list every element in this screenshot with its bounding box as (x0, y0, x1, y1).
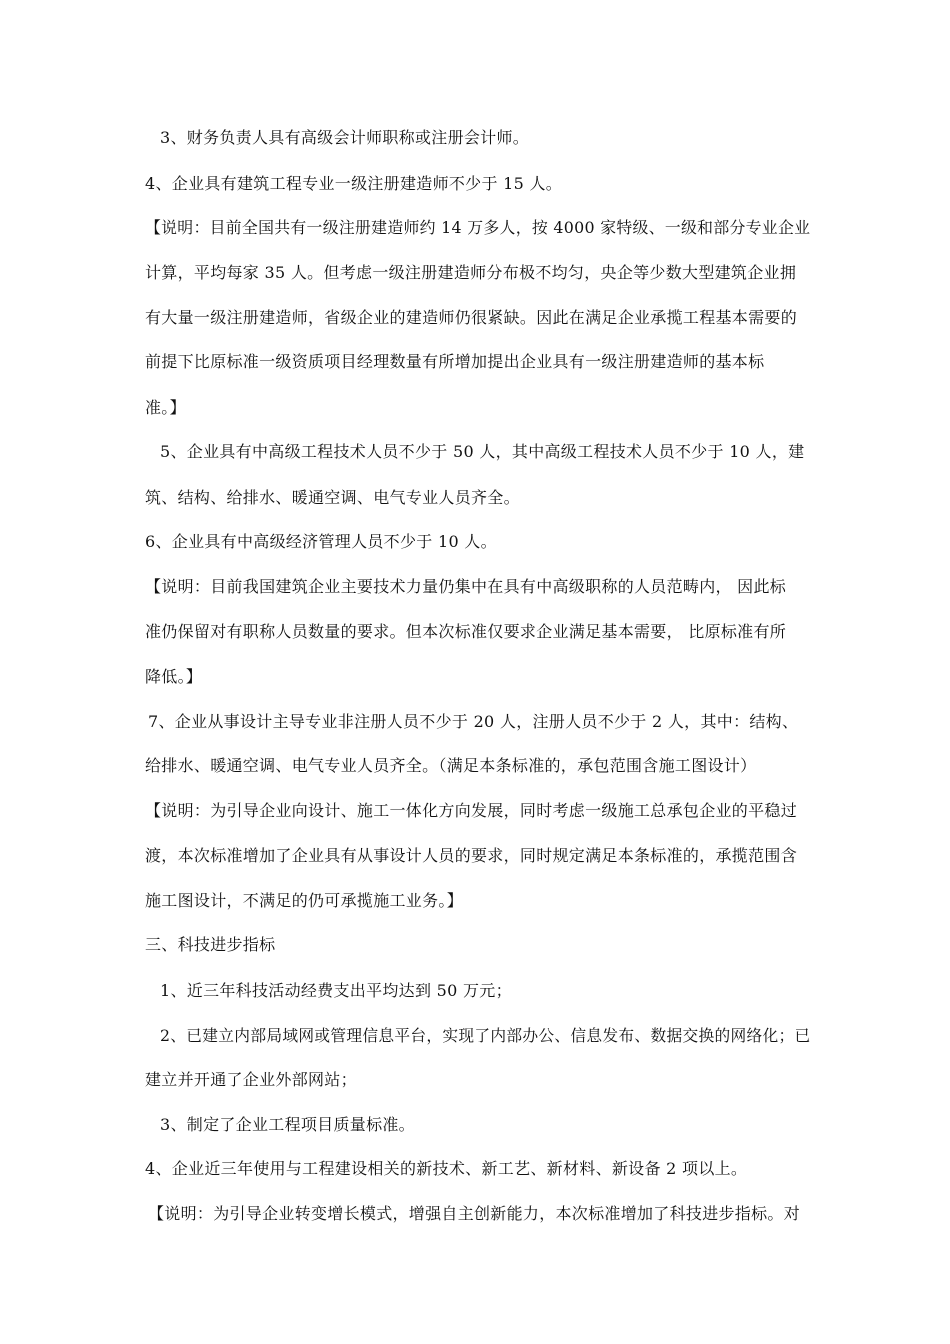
text-line: 计算，平均每家 35 人。但考虑一级注册建造师分布极不均匀，央企等少数大型建筑企业拥 (145, 263, 797, 282)
text-line: 4、企业具有建筑工程专业一级注册建造师不少于 15 人。 (145, 174, 563, 193)
text-line: 2、已建立内部局域网或管理信息平台，实现了内部办公、信息发布、数据交换的网络化；已 (160, 1026, 811, 1045)
text-line: 给排水、暖通空调、电气专业人员齐全。（满足本条标准的，承包范围含施工图设计） (145, 756, 757, 775)
text-line: 有大量一级注册建造师，省级企业的建造师仍很紧缺。因此在满足企业承揽工程基本需要的 (145, 308, 798, 327)
section-heading: 三、科技进步指标 (145, 935, 276, 954)
text-line: 准。】 (145, 398, 186, 417)
text-line: 准仍保留对有职称人员数量的要求。但本次标准仅要求企业满足基本需要， 比原标准有所 (145, 622, 787, 641)
text-line: 筑、结构、给排水、暖通空调、电气专业人员齐全。 (145, 488, 520, 507)
text-line: 1、近三年科技活动经费支出平均达到 50 万元； (160, 981, 512, 1000)
text-line: 渡，本次标准增加了企业具有从事设计人员的要求，同时规定满足本条标准的，承揽范围含 (145, 846, 798, 865)
text-line: 【说明：为引导企业向设计、施工一体化方向发展，同时考虑一级施工总承包企业的平稳过 (145, 801, 798, 820)
text-line: 5、企业具有中高级工程技术人员不少于 50 人，其中高级工程技术人员不少于 10 人，建 (160, 442, 805, 461)
text-line: 【说明：目前全国共有一级注册建造师约 14 万多人，按 4000 家特级、一级和部分专业企业 (145, 218, 811, 237)
text-line: 降低。】 (145, 667, 203, 686)
text-line: 6、企业具有中高级经济管理人员不少于 10 人。 (145, 532, 497, 551)
text-line: 3、财务负责人具有高级会计师职称或注册会计师。 (160, 128, 530, 147)
text-line: 【说明：目前我国建筑企业主要技术力量仍集中在具有中高级职称的人员范畴内， 因此标 (145, 577, 787, 596)
text-line: 7、企业从事设计主导专业非注册人员不少于 20 人，注册人员不少于 2 人，其中：结构、 (148, 712, 799, 731)
text-line: 前提下比原标准一级资质项目经理数量有所增加提出企业具有一级注册建造师的基本标 (145, 352, 765, 371)
text-line: 建立并开通了企业外部网站； (145, 1070, 357, 1089)
text-line: 【说明：为引导企业转变增长模式，增强自主创新能力，本次标准增加了科技进步指标。对 (148, 1204, 801, 1223)
text-line: 3、制定了企业工程项目质量标准。 (160, 1115, 415, 1134)
text-line: 施工图设计，不满足的仍可承揽施工业务。】 (145, 891, 464, 910)
text-line: 4、企业近三年使用与工程建设相关的新技术、新工艺、新材料、新设备 2 项以上。 (145, 1159, 748, 1178)
